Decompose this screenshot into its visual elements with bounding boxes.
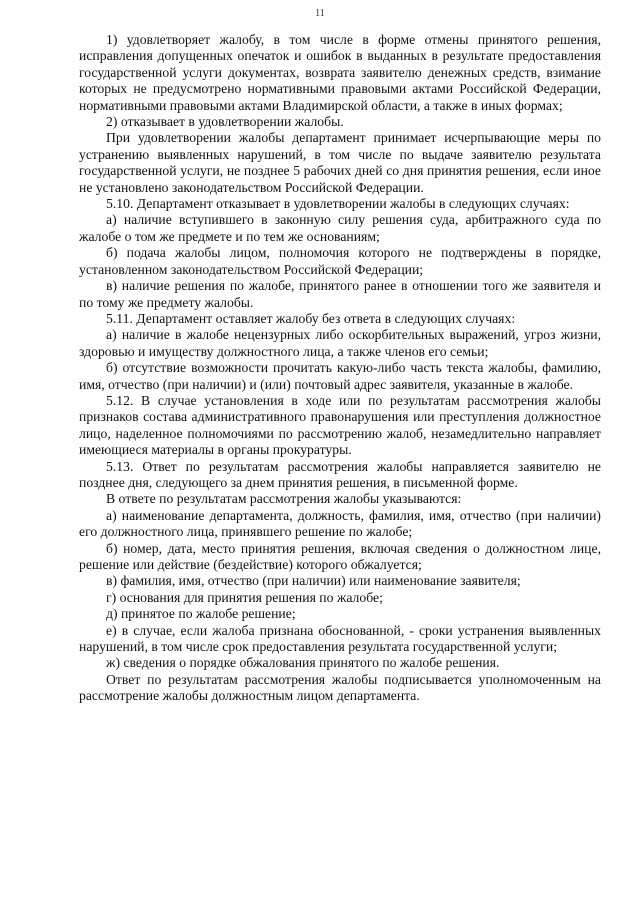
paragraph-response-e: е) в случае, если жалоба признана обоснованной, - сроки устранения выявленных нарушений, в том числе срок предоставления результата государственной услуги; [79, 622, 601, 655]
paragraph-5-11-a: а) наличие в жалобе нецензурных либо оскорбительных выражений, угроз жизни, здоровью и имуществу должностного лица, а также членов его семьи; [79, 327, 601, 359]
paragraph-decision-satisfy: 1) удовлетворяет жалобу, в том числе в форме отмены принятого решения, исправления допущенных опечаток и ошибок в выданных в результате предоставления государственной услуги документах, возврата заявителю денежных средств, взимание которых не предусмотрено нормативными правовыми актами Российской Федерации, нормативными правовыми актами Владимирской области, а также в иных формах; [79, 32, 601, 113]
paragraph-response-g: г) основания для принятия решения по жалобе; [106, 589, 383, 605]
paragraph-5-11-b: б) отсутствие возможности прочитать какую-либо часть текста жалобы, фамилию, имя, отчество (при наличии) и (или) почтовый адрес заявителя, указанные в жалобе. [79, 360, 601, 392]
paragraph-decision-refuse: 2) отказывает в удовлетворении жалобы. [106, 114, 344, 130]
page-number: 11 [315, 8, 325, 19]
document-body [79, 32, 601, 705]
paragraph-5-10: 5.10. Департамент отказывает в удовлетворении жалобы в следующих случаях: [106, 196, 570, 212]
paragraph-response-signature: Ответ по результатам рассмотрения жалобы подписывается уполномоченным на рассмотрение жалобы должностным лицом департамента. [79, 671, 601, 704]
paragraph-response-a: а) наименование департамента, должность, фамилия, имя, отчество (при наличии) его должностного лица, принявшего решение по жалобе; [79, 507, 601, 540]
paragraph-5-10-v: в) наличие решения по жалобе, принятого ранее в отношении того же заявителя и по тому же предмету жалобы. [79, 278, 601, 310]
paragraph-response-v: в) фамилия, имя, отчество (при наличии) или наименование заявителя; [106, 573, 521, 589]
paragraph-5-13: 5.13. Ответ по результатам рассмотрения жалобы направляется заявителю не позднее дня, следующего за днем принятия решения, в письменной форме. [79, 458, 601, 490]
paragraph-5-12: 5.12. В случае установления в ходе или по результатам рассмотрения жалобы признаков состава административного правонарушения или преступления должностное лицо, наделенное полномочиями по рассмотрению жалоб, незамедлительно направляет имеющиеся материалы в органы прокуратуры. [79, 392, 601, 458]
paragraph-response-zh: ж) сведения о порядке обжалования принятого по жалобе решения. [106, 655, 500, 671]
paragraph-5-10-b: б) подача жалобы лицом, полномочия которого не подтверждены в порядке, установленном законодательством Российской Федерации; [79, 245, 601, 277]
paragraph-5-11: 5.11. Департамент оставляет жалобу без ответа в следующих случаях: [106, 310, 516, 326]
paragraph-response-b: б) номер, дата, место принятия решения, включая сведения о должностном лице, решение или действие (бездействие) которого обжалуется; [79, 540, 601, 572]
paragraph-satisfaction-measures: При удовлетворении жалобы департамент принимает исчерпывающие меры по устранению выявленных нарушений, в том числе по выдаче заявителю результата государственной услуги, не позднее 5 рабочих дней со дня принятия решения, если иное не установлено законодательством Российской Федерации. [79, 130, 601, 195]
paragraph-response-d: д) принятое по жалобе решение; [106, 606, 296, 622]
paragraph-response-contents: В ответе по результатам рассмотрения жалобы указываются: [106, 491, 462, 507]
paragraph-5-10-a: а) наличие вступившего в законную силу решения суда, арбитражного суда по жалобе о том же предмете и по тем же основаниям; [79, 212, 601, 244]
